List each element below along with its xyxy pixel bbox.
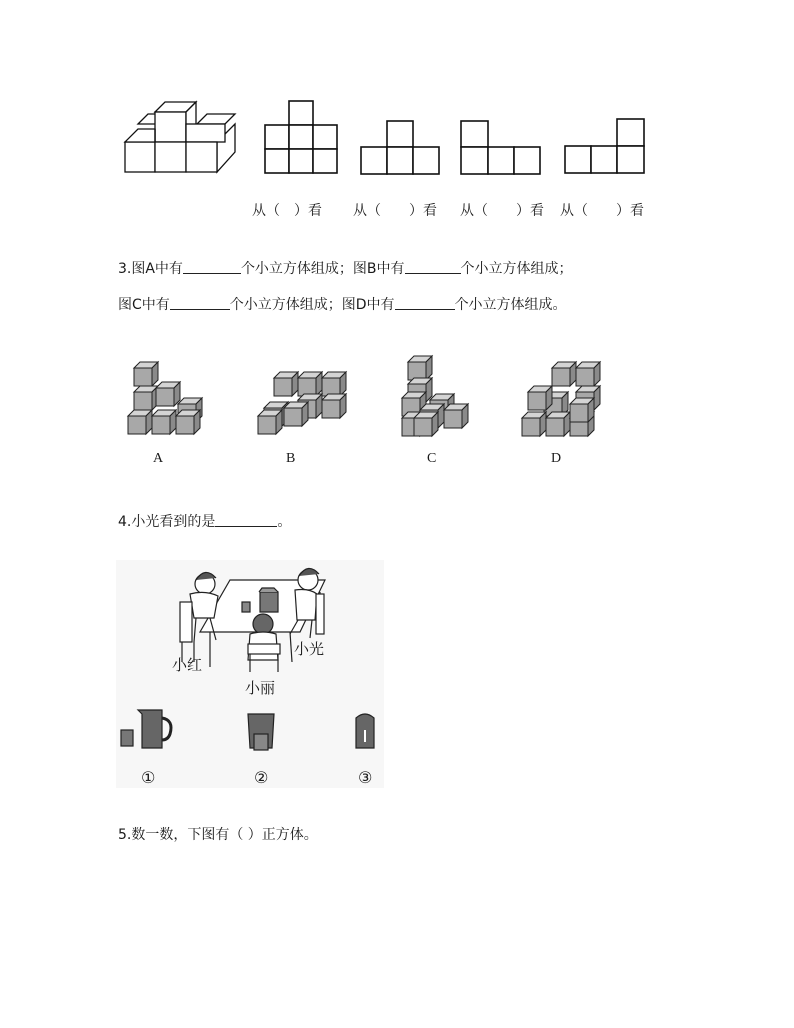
q3-b-suffix: 个小立方体组成； (460, 261, 573, 277)
q3-line-1 (118, 258, 573, 278)
figure-label-d: D (551, 451, 562, 466)
answer-blank-b[interactable] (405, 259, 461, 274)
view-label-1: 从（ ）看 (252, 203, 322, 219)
view-1-figure (264, 100, 339, 175)
answer-blank-a[interactable] (183, 259, 241, 274)
view-4-figure (564, 118, 646, 176)
view-label-2: 从（ ）看 (353, 203, 437, 219)
q3-a-suffix: 个小立方体组成；图B中有 (240, 261, 405, 277)
name-label-xiaohong: 小红 (172, 656, 203, 674)
figure-label-b: B (286, 451, 296, 466)
option-2-jug-front-view (244, 710, 280, 754)
view-label-4: 从（ ）看 (560, 203, 644, 219)
q3-line-2 (118, 294, 567, 314)
q3-d-suffix: 个小立方体组成。 (454, 297, 567, 313)
figure-label-a: A (153, 451, 164, 466)
answer-blank-q4[interactable] (215, 512, 277, 527)
answer-blank-c[interactable] (170, 295, 230, 310)
q4-question (118, 511, 291, 531)
name-label-xiaoli: 小丽 (245, 679, 276, 697)
cube-figure-c (400, 356, 480, 438)
cube-figure-b (256, 372, 348, 438)
q3-c-suffix: 个小立方体组成；图D中有 (229, 297, 395, 313)
q5-question: 5.数一数，下图有（ ）正方体。 (118, 827, 318, 843)
option-label-3: ③ (358, 768, 373, 787)
name-label-xiaoguang: 小光 (294, 640, 325, 658)
q3-a-prefix: 3.图A中有 (118, 261, 183, 277)
q4-suffix: 。 (277, 514, 292, 530)
view-label-3: 从（ ）看 (460, 203, 544, 219)
view-3-figure (460, 120, 542, 176)
cube-stack-3d-figure (120, 96, 245, 176)
option-3-jug-back-view (350, 710, 380, 754)
cube-figure-d (520, 362, 606, 440)
view-2-figure (360, 120, 440, 176)
option-label-2: ② (254, 768, 269, 787)
cube-figure-a (126, 362, 208, 440)
answer-blank-d[interactable] (395, 295, 455, 310)
option-1-jug-side-view (118, 708, 178, 752)
q4-prefix: 4.小光看到的是 (118, 514, 216, 530)
option-label-1: ① (141, 768, 156, 787)
q3-c-prefix: 图C中有 (118, 297, 170, 313)
figure-label-c: C (427, 451, 437, 466)
